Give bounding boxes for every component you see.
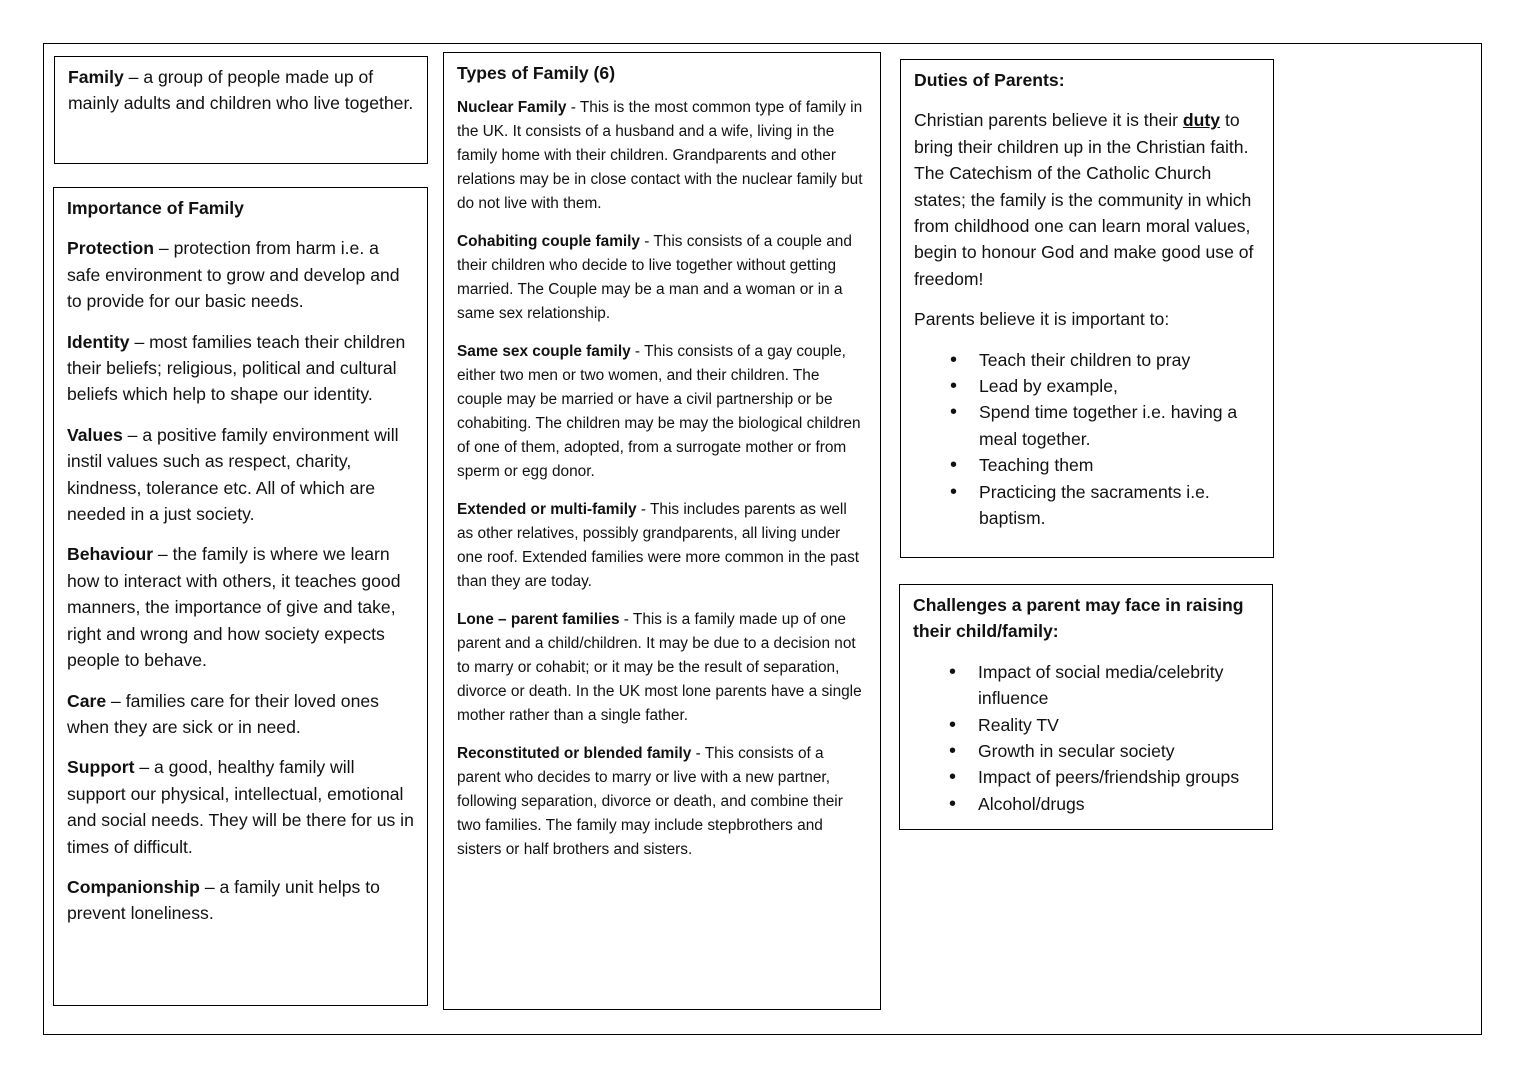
importance-list [67, 235, 414, 926]
family-type-5: Lone – parent families - This is a family made up of one parent and a child/children. It may be due to a decision not to marry or cohabit; or it may be the result of separation, divorce or death. In the UK most lone parents have a single mother rather than a single father. [457, 611, 862, 724]
types-title: Types of Family (6) [457, 63, 616, 83]
duties-intro: Christian parents believe it is their duty to bring their children up in the Christian faith. The Catechism of the Catholic Church states; the family is the community in which from childhood one can learn moral values, begin to honour God and make good use of freedom! [914, 110, 1254, 289]
family-type-text: This is a family made up of one parent and a child/children. It may be due to a decision not to marry or cohabit; or it may be the result of separation, divorce or death. In the UK most lone parents have a single mother rather than a single father. [457, 611, 862, 724]
importance-item-text: the family is where we learn how to interact with others, it teaches good manners, the importance of give and take, right and wrong and how society expects people to behave. [67, 544, 401, 671]
family-type-text: This includes parents as well as other relatives, possibly grandparents, all living under one roof. Extended families were more common in the past than they are today. [457, 501, 860, 590]
importance-item-text: most families teach their children their beliefs; religious, political and cultural beliefs which help to shape our identity. [67, 331, 406, 405]
family-type-term: Cohabiting couple family [457, 233, 640, 250]
importance-item-2: Identity – most families teach their children their beliefs; religious, political and cultural beliefs which help to shape our identity. [67, 331, 406, 405]
duties-lead: Parents believe it is important to: [914, 309, 1170, 330]
types-list [457, 96, 867, 862]
challenges-box [899, 584, 1273, 830]
challenge-item-2: • Reality TV [913, 712, 1259, 738]
duty-item-4: • Teaching them [914, 452, 1260, 478]
duty-item-2: • Lead by example, [914, 373, 1260, 399]
family-type-2: Cohabiting couple family - This consists of a couple and their children who decide to live together without getting married. The Couple may be a man and a woman or in a same sex relationship. [457, 233, 852, 322]
importance-item-text: a positive family environment will instil values such as respect, charity, kindness, tolerance etc. All of which are needed in a just society. [67, 424, 399, 525]
importance-item-term: Care [67, 690, 107, 711]
challenge-item-3: • Growth in secular society [913, 738, 1259, 764]
challenges-list [913, 659, 1259, 817]
types-box [443, 52, 881, 1010]
duties-box [900, 59, 1274, 558]
importance-box [53, 187, 428, 1006]
family-type-text: This is the most common type of family in the UK. It consists of a husband and a wife, living in the family home with their children. Grandparents and other relations may be in close contact with the nuclear family but do not live with them. [457, 99, 863, 212]
family-type-6: Reconstituted or blended family - This consists of a parent who decides to marry or live with a new partner, following separation, divorce or death, and combine their two families. The family may include stepbrothers and sisters or half brothers and sisters. [457, 745, 843, 858]
duty-item-5: • Practicing the sacraments i.e. baptism. [914, 479, 1260, 532]
family-type-term: Lone – parent families [457, 611, 620, 628]
importance-item-term: Support [67, 757, 135, 778]
family-type-4: Extended or multi-family - This includes parents as well as other relatives, possibly grandparents, all living under one roof. Extended families were more common in the past than they are today. [457, 501, 860, 590]
challenges-title: Challenges a parent may face in raising their child/family: [913, 595, 1244, 642]
duties-title: Duties of Parents: [914, 70, 1065, 90]
challenge-item-5: • Alcohol/drugs [913, 791, 1259, 817]
family-type-text: This consists of a couple and their children who decide to live together without getting married. The Couple may be a man and a woman or in a same sex relationship. [457, 233, 852, 322]
duty-item-1: • Teach their children to pray [914, 347, 1260, 373]
duties-list [914, 347, 1260, 532]
family-type-term: Same sex couple family [457, 343, 631, 360]
challenge-item-1: • Impact of social media/celebrity influence [913, 659, 1259, 712]
duty-item-3: • Spend time together i.e. having a meal together. [914, 399, 1260, 452]
importance-item-term: Behaviour [67, 544, 154, 565]
importance-item-term: Companionship [67, 876, 200, 897]
family-type-3: Same sex couple family - This consists of a gay couple, either two men or two women, and their children. The couple may be married or have a civil partnership or be cohabiting. The children may be may the biological children of one of them, adopted, from a surrogate mother or from sperm or egg donor. [457, 343, 861, 480]
family-definition-box [54, 56, 428, 164]
family-type-term: Extended or multi-family [457, 501, 637, 518]
family-type-term: Reconstituted or blended family [457, 745, 692, 762]
importance-item-7: Companionship – a family unit helps to prevent loneliness. [67, 876, 380, 924]
importance-item-text: a good, healthy family will support our physical, intellectual, emotional and social needs. They will be there for us in times of difficult. [67, 757, 414, 857]
importance-item-text: protection from harm i.e. a safe environment to grow and develop and to provide for our basic needs. [67, 238, 400, 312]
family-type-text: This consists of a gay couple, either two men or two women, and their children. The couple may be married or have a civil partnership or be cohabiting. The children may be may the biological children of one of them, adopted, from a surrogate mother or from sperm or egg donor. [457, 343, 861, 480]
importance-item-term: Values [67, 424, 123, 445]
challenge-item-4: • Impact of peers/friendship groups [913, 764, 1259, 790]
importance-item-4: Behaviour – the family is where we learn how to interact with others, it teaches good manners, the importance of give and take, right and wrong and how society expects people to behave. [67, 544, 401, 671]
importance-item-3: Values – a positive family environment will instil values such as respect, charity, kindness, tolerance etc. All of which are needed in a just society. [67, 424, 399, 525]
importance-item-term: Identity [67, 331, 130, 352]
importance-title: Importance of Family [67, 198, 244, 218]
family-type-term: Nuclear Family [457, 99, 567, 116]
importance-item-1: Protection – protection from harm i.e. a safe environment to grow and develop and to provide for our basic needs. [67, 238, 400, 312]
importance-item-5: Care – families care for their loved ones when they are sick or in need. [67, 690, 379, 737]
duty-word: duty [1182, 110, 1221, 131]
family-type-text: This consists of a parent who decides to marry or live with a new partner, following separation, divorce or death, and combine their two families. The family may include stepbrothers and sisters or half brothers and sisters. [457, 745, 843, 858]
importance-item-6: Support – a good, healthy family will support our physical, intellectual, emotional and social needs. They will be there for us in times of difficult. [67, 757, 414, 857]
importance-item-term: Protection [67, 238, 154, 259]
importance-item-text: families care for their loved ones when they are sick or in need. [67, 690, 379, 737]
importance-item-text: a family unit helps to prevent loneliness. [67, 876, 380, 924]
family-type-1: Nuclear Family - This is the most common type of family in the UK. It consists of a husband and a wife, living in the family home with their children. Grandparents and other relations may be in close contact with the nuclear family but do not live with them. [457, 99, 863, 212]
family-definition: Family – a group of people made up of mainly adults and children who live together. [68, 67, 414, 114]
